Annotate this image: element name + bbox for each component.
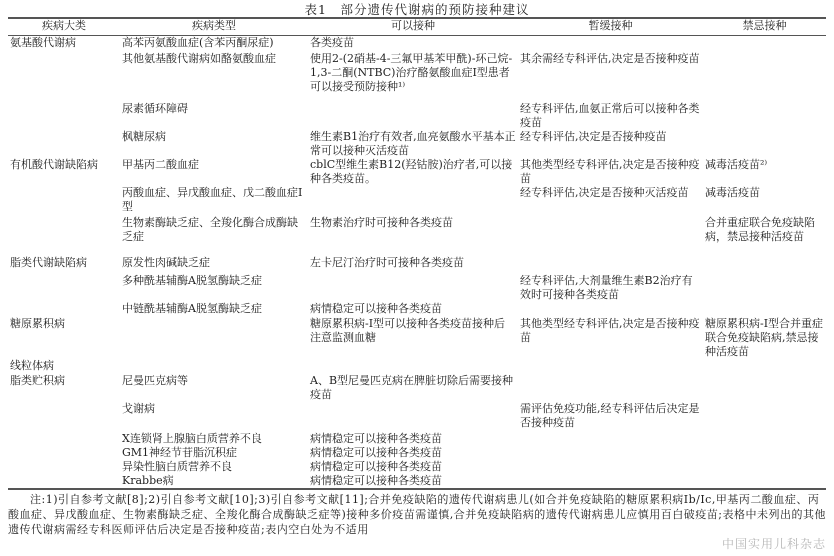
cell-contraindicated: [703, 256, 826, 274]
header-category: 疾病大类: [42, 19, 86, 32]
cell-deferred: [518, 359, 703, 374]
cell-contraindicated: [703, 402, 826, 432]
cell-category: [8, 446, 120, 460]
table-row: [8, 36, 826, 52]
cell-category: [8, 460, 120, 474]
cell-deferred: 其他类型经专科评估,决定是否接种疫苗: [520, 157, 700, 185]
cell-deferred: [518, 446, 703, 460]
table-row: [8, 302, 826, 317]
cell-deferred: 其余需经专科评估,决定是否接种疫苗: [520, 51, 700, 65]
cell-contraindicated: 合并重症联合免疫缺陷病，禁忌接种活疫苗: [705, 215, 815, 243]
cell-allowed: 左卡尼汀治疗时可接种各类疫苗: [310, 255, 464, 269]
cell-contraindicated: [703, 102, 826, 130]
cell-category: 脂类贮积病: [10, 373, 65, 387]
cell-contraindicated: [703, 446, 826, 460]
cell-category: [8, 216, 120, 256]
cell-allowed: 病情稳定可以接种各类疫苗: [310, 459, 442, 473]
header-deferred: 暂缓接种: [588, 19, 633, 32]
cell-allowed: [308, 186, 518, 216]
cell-deferred: 经专科评估,大剂量维生素B2治疗有效时可接种各类疫苗: [520, 273, 693, 301]
cell-allowed: 各类疫苗: [310, 36, 354, 49]
cell-contraindicated: [703, 432, 826, 446]
table-row: [8, 402, 826, 432]
watermark: 中国实用儿科杂志: [721, 536, 826, 551]
cell-deferred: [518, 374, 703, 402]
cell-category: [8, 402, 120, 432]
cell-type: [120, 317, 308, 359]
cell-contraindicated: [703, 302, 826, 317]
table-title: 表1 部分遗传代谢病的预防接种建议: [304, 2, 530, 17]
cell-type: 甲基丙二酸血症: [122, 157, 199, 171]
cell-category: [8, 302, 120, 317]
table-row: [8, 474, 826, 489]
cell-category: [8, 186, 120, 216]
cell-type: [120, 359, 308, 374]
cell-type: 多种酰基辅酶A脱氢酶缺乏症: [122, 273, 262, 287]
cell-allowed: 生物素治疗时可接种各类疫苗: [310, 215, 453, 229]
cell-allowed: [308, 274, 518, 302]
vaccination-table: [8, 17, 826, 490]
cell-contraindicated: [703, 359, 826, 374]
cell-type: 尼曼匹克病等: [122, 373, 188, 387]
cell-allowed: cblC型维生素B12(羟钴胺)治疗者,可以接种各类疫苗。: [310, 157, 513, 185]
cell-deferred: 经专科评估,决定是否接种疫苗: [520, 129, 667, 143]
cell-category: [8, 102, 120, 130]
cell-contraindicated: [703, 52, 826, 102]
cell-deferred: 其他类型经专科评估,决定是否接种疫苗: [520, 316, 700, 344]
cell-deferred: 经专科评估,决定是否接种灭活疫苗: [520, 185, 689, 199]
cell-type: 丙酸血症、异戊酸血症、戊二酸血症Ⅰ型: [122, 185, 303, 213]
cell-allowed: 病情稳定可以接种各类疫苗: [310, 301, 442, 315]
header-allowed: 可以接种: [391, 19, 435, 32]
cell-contraindicated: [703, 274, 826, 302]
table-notes: 注:1)引自参考文献[8];2)引自参考文献[10];3)引自参考文献[11];合并免疫缺陷的遗传代谢病患儿(如合并免疫缺陷的糖原累积病Ⅰb/Ⅰc,甲基丙二酸血症、丙酸血症、异戊酸血症、生物素酶缺乏症、全羧化酶合成酶缺乏症等)接种多价疫苗需谨慎,合并免疫缺陷病的遗传代谢病患儿应慎用百白破疫苗;表格中未列出的其他遗传代谢病需经专科医师评估后决定是否接种疫苗;表内空白处为不适用: [8, 492, 826, 536]
cell-allowed: 糖原累积病-Ⅰ型可以接种各类疫苗接种后注意监测血糖: [310, 316, 506, 344]
table-row: [8, 186, 826, 216]
table-body: [8, 36, 826, 489]
cell-allowed: 病情稳定可以接种各类疫苗: [310, 473, 442, 487]
cell-allowed: [308, 359, 518, 374]
cell-type: 原发性肉碱缺乏症: [122, 255, 210, 269]
table-row: [8, 130, 826, 158]
cell-category: [8, 274, 120, 302]
table-row: [8, 216, 826, 256]
cell-contraindicated: [703, 36, 826, 52]
cell-allowed: 使用2-(2硝基-4-三氟甲基苯甲酰)-环己烷-1,3-二酮(NTBC)治疗酪氨酸血症Ⅰ型患者可以接受预防接种¹⁾: [310, 51, 513, 93]
cell-category: 氨基酸代谢病: [10, 36, 76, 49]
table-row: [8, 317, 826, 359]
cell-type: 中链酰基辅酶A脱氢酶缺乏症: [122, 301, 262, 315]
cell-contraindicated: 糖原累积病-Ⅰ型合并重症联合免疫缺陷病,禁忌接种活疫苗: [705, 316, 824, 358]
cell-allowed: 病情稳定可以接种各类疫苗: [310, 445, 442, 459]
cell-allowed: [308, 402, 518, 432]
cell-deferred: [518, 432, 703, 446]
cell-type: 异染性脑白质营养不良: [122, 459, 232, 473]
cell-deferred: [518, 460, 703, 474]
cell-type: Krabbe病: [122, 473, 174, 487]
cell-deferred: [518, 36, 703, 52]
cell-deferred: [518, 216, 703, 256]
cell-contraindicated: 减毒活疫苗: [705, 185, 760, 199]
cell-type: X连锁肾上腺脑白质营养不良: [122, 431, 262, 445]
header-contraindicated: 禁忌接种: [742, 19, 787, 32]
cell-type: 戈谢病: [122, 401, 155, 415]
table-row: [8, 52, 826, 102]
table-row: [8, 102, 826, 130]
cell-type: 其他氨基酸代谢病如酪氨酸血症: [122, 51, 276, 65]
table-row: [8, 359, 826, 374]
cell-deferred: [518, 256, 703, 274]
table-row: [8, 256, 826, 274]
cell-category: 有机酸代谢缺陷病: [10, 157, 98, 171]
cell-contraindicated: 减毒活疫苗²⁾: [705, 157, 768, 171]
cell-type: 枫糖尿病: [122, 129, 166, 143]
cell-allowed: [308, 102, 518, 130]
cell-type: 生物素酶缺乏症、全羧化酶合成酶缺乏症: [122, 215, 298, 243]
header-row: [8, 18, 826, 36]
cell-deferred: 需评估免疫功能,经专科评估后决定是否接种疫苗: [520, 401, 700, 429]
cell-deferred: [518, 474, 703, 489]
cell-category: 线粒体病: [10, 358, 54, 372]
cell-deferred: 经专科评估,血氨正常后可以接种各类疫苗: [520, 101, 700, 129]
cell-allowed: 病情稳定可以接种各类疫苗: [310, 431, 442, 445]
cell-contraindicated: [703, 460, 826, 474]
cell-category: [8, 474, 120, 489]
table-row: [8, 158, 826, 186]
cell-deferred: [518, 302, 703, 317]
table-row: [8, 460, 826, 474]
cell-contraindicated: [703, 130, 826, 158]
cell-contraindicated: [703, 374, 826, 402]
cell-category: [8, 130, 120, 158]
cell-category: [8, 432, 120, 446]
cell-allowed: A、B型尼曼匹克病在脾脏切除后需要接种疫苗: [310, 373, 514, 401]
table-row: [8, 446, 826, 460]
cell-type: GM1神经节苷脂沉积症: [122, 445, 238, 459]
cell-category: 糖原累积病: [10, 316, 65, 330]
table-row: [8, 374, 826, 402]
cell-allowed: 维生素B1治疗有效者,血亮氨酸水平基本正常可以接种灭活疫苗: [310, 129, 516, 157]
cell-category: 脂类代谢缺陷病: [10, 255, 87, 269]
table-row: [8, 274, 826, 302]
cell-type: 高苯丙氨酸血症(含苯丙酮尿症): [122, 36, 274, 49]
header-type: 疾病类型: [192, 19, 236, 32]
cell-category: [8, 52, 120, 102]
cell-type: 尿素循环障碍: [122, 101, 188, 115]
table-row: [8, 432, 826, 446]
cell-contraindicated: [703, 474, 826, 489]
